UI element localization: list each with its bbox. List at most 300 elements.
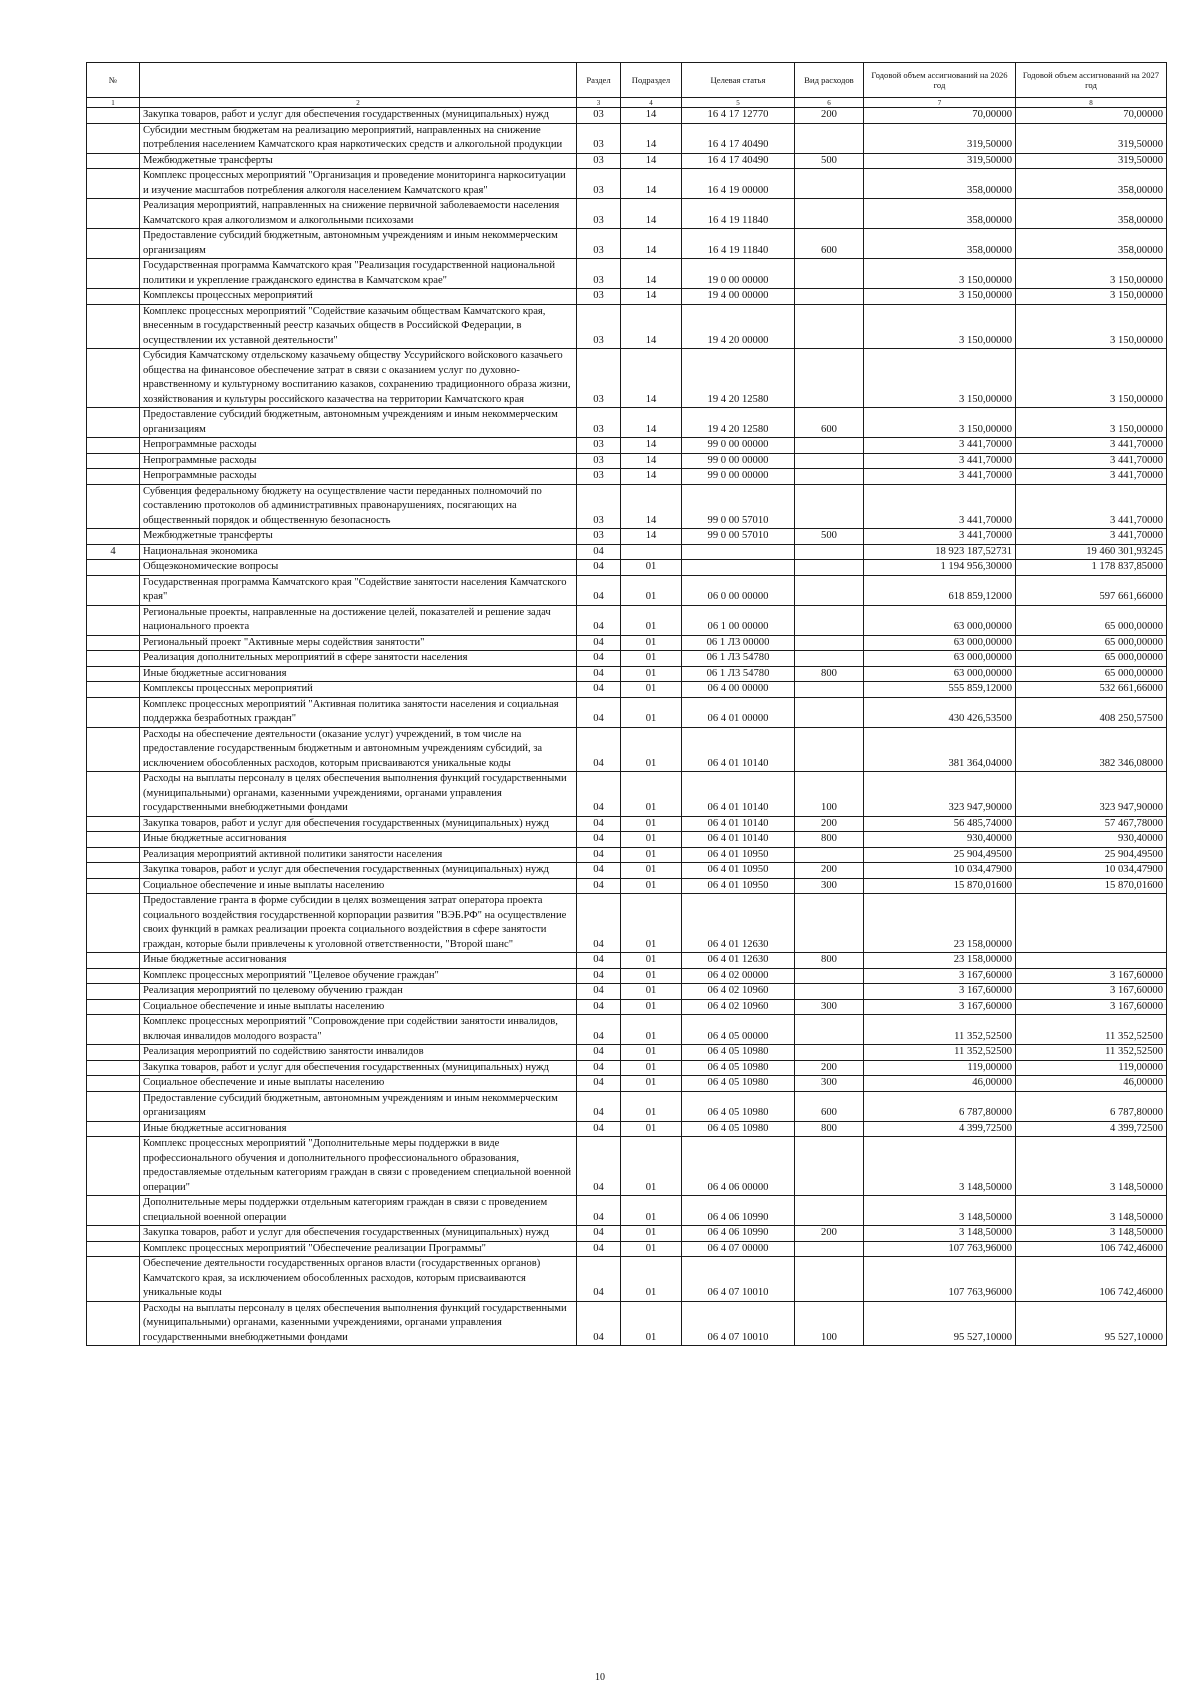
row-number bbox=[87, 847, 140, 863]
row-target-article: 99 0 00 00000 bbox=[682, 469, 795, 485]
row-target-article: 06 1 00 00000 bbox=[682, 605, 795, 635]
row-expense-type bbox=[795, 484, 864, 529]
table-row bbox=[87, 1045, 1167, 1061]
row-number bbox=[87, 1137, 140, 1196]
row-podrazdel bbox=[621, 544, 682, 560]
row-volume-2026: 1 194 956,30000 bbox=[864, 560, 1016, 576]
row-razdel: 04 bbox=[577, 878, 621, 894]
row-target-article: 06 4 06 00000 bbox=[682, 1137, 795, 1196]
row-number bbox=[87, 1091, 140, 1121]
row-volume-2027: 3 150,00000 bbox=[1016, 289, 1167, 305]
row-volume-2026: 3 441,70000 bbox=[864, 438, 1016, 454]
row-razdel: 04 bbox=[577, 1060, 621, 1076]
header-volume-2027: Годовой объем ассигнований на 2027 год bbox=[1016, 63, 1167, 98]
header-num: № bbox=[87, 63, 140, 98]
table-row bbox=[87, 484, 1167, 529]
row-name: Субсидии местным бюджетам на реализацию мероприятий, направленных на снижение потребления населением Камчатского края наркотических средств и алкогольной продукции bbox=[140, 123, 577, 153]
row-name: Расходы на выплаты персоналу в целях обеспечения выполнения функций государственными (муниципальными) органами, казенными учреждениями, органами управления государственными внебюджетными фондами bbox=[140, 772, 577, 817]
row-name: Комплекс процессных мероприятий "Содействие казачьим обществам Камчатского края, внесенным в государственный реестр казачьих обществ в Российской Федерации, в осуществлении их уставной деятельности" bbox=[140, 304, 577, 349]
table-row bbox=[87, 1060, 1167, 1076]
row-expense-type: 200 bbox=[795, 863, 864, 879]
header-index: 2 bbox=[140, 98, 577, 108]
table-row bbox=[87, 229, 1167, 259]
row-volume-2027: 46,00000 bbox=[1016, 1076, 1167, 1092]
row-number bbox=[87, 772, 140, 817]
row-name: Расходы на выплаты персоналу в целях обеспечения выполнения функций государственными (муниципальными) органами, казенными учреждениями, органами управления государственными внебюджетными фондами bbox=[140, 1301, 577, 1346]
budget-table bbox=[86, 62, 1167, 1346]
row-number: 4 bbox=[87, 544, 140, 560]
row-number bbox=[87, 108, 140, 124]
row-podrazdel: 14 bbox=[621, 304, 682, 349]
row-razdel: 04 bbox=[577, 1045, 621, 1061]
table-row bbox=[87, 199, 1167, 229]
row-razdel: 04 bbox=[577, 651, 621, 667]
row-razdel: 04 bbox=[577, 1137, 621, 1196]
row-number bbox=[87, 1257, 140, 1302]
row-volume-2026: 381 364,04000 bbox=[864, 727, 1016, 772]
table-row bbox=[87, 438, 1167, 454]
row-number bbox=[87, 153, 140, 169]
row-target-article: 06 4 05 10980 bbox=[682, 1045, 795, 1061]
row-volume-2027: 3 148,50000 bbox=[1016, 1196, 1167, 1226]
row-volume-2026: 3 150,00000 bbox=[864, 408, 1016, 438]
row-razdel: 03 bbox=[577, 169, 621, 199]
row-number bbox=[87, 666, 140, 682]
row-number bbox=[87, 968, 140, 984]
table-body bbox=[87, 108, 1167, 1346]
row-expense-type bbox=[795, 259, 864, 289]
row-number bbox=[87, 259, 140, 289]
row-volume-2027: 3 150,00000 bbox=[1016, 408, 1167, 438]
row-volume-2026: 46,00000 bbox=[864, 1076, 1016, 1092]
row-razdel: 04 bbox=[577, 1015, 621, 1045]
row-razdel: 04 bbox=[577, 984, 621, 1000]
row-volume-2027: 25 904,49500 bbox=[1016, 847, 1167, 863]
row-target-article: 19 0 00 00000 bbox=[682, 259, 795, 289]
row-name: Иные бюджетные ассигнования bbox=[140, 666, 577, 682]
row-target-article: 06 4 01 12630 bbox=[682, 953, 795, 969]
row-name: Общеэкономические вопросы bbox=[140, 560, 577, 576]
row-expense-type bbox=[795, 453, 864, 469]
row-target-article: 06 1 Л3 54780 bbox=[682, 666, 795, 682]
row-name: Комплекс процессных мероприятий "Организация и проведение мониторинга наркоситуации и изучение масштабов потребления алкоголя населением Камчатского края" bbox=[140, 169, 577, 199]
row-number bbox=[87, 832, 140, 848]
table-row bbox=[87, 894, 1167, 953]
row-volume-2026: 555 859,12000 bbox=[864, 682, 1016, 698]
row-expense-type bbox=[795, 1015, 864, 1045]
header-volume-2026: Годовой объем ассигнований на 2026 год bbox=[864, 63, 1016, 98]
row-number bbox=[87, 1226, 140, 1242]
row-razdel: 03 bbox=[577, 108, 621, 124]
row-expense-type bbox=[795, 560, 864, 576]
row-volume-2027: 382 346,08000 bbox=[1016, 727, 1167, 772]
row-target-article: 06 4 01 12630 bbox=[682, 894, 795, 953]
row-podrazdel: 14 bbox=[621, 529, 682, 545]
row-volume-2026: 6 787,80000 bbox=[864, 1091, 1016, 1121]
row-volume-2026: 11 352,52500 bbox=[864, 1045, 1016, 1061]
row-number bbox=[87, 229, 140, 259]
row-razdel: 04 bbox=[577, 560, 621, 576]
row-number bbox=[87, 1241, 140, 1257]
row-razdel: 03 bbox=[577, 453, 621, 469]
row-razdel: 04 bbox=[577, 575, 621, 605]
row-number bbox=[87, 727, 140, 772]
row-podrazdel: 14 bbox=[621, 453, 682, 469]
row-volume-2027: 15 870,01600 bbox=[1016, 878, 1167, 894]
row-volume-2026: 10 034,47900 bbox=[864, 863, 1016, 879]
table-row bbox=[87, 123, 1167, 153]
row-razdel: 04 bbox=[577, 816, 621, 832]
row-podrazdel: 01 bbox=[621, 984, 682, 1000]
table-row bbox=[87, 259, 1167, 289]
table-row bbox=[87, 984, 1167, 1000]
row-volume-2026: 3 148,50000 bbox=[864, 1196, 1016, 1226]
row-number bbox=[87, 1045, 140, 1061]
row-volume-2027: 930,40000 bbox=[1016, 832, 1167, 848]
table-row bbox=[87, 349, 1167, 408]
row-volume-2027: 3 150,00000 bbox=[1016, 259, 1167, 289]
row-podrazdel: 01 bbox=[621, 847, 682, 863]
row-razdel: 04 bbox=[577, 999, 621, 1015]
row-number bbox=[87, 1060, 140, 1076]
row-volume-2026: 107 763,96000 bbox=[864, 1257, 1016, 1302]
row-target-article: 19 4 20 00000 bbox=[682, 304, 795, 349]
row-name: Реализация мероприятий по содействию занятости инвалидов bbox=[140, 1045, 577, 1061]
table-row bbox=[87, 697, 1167, 727]
row-target-article: 06 4 01 00000 bbox=[682, 697, 795, 727]
row-name: Иные бюджетные ассигнования bbox=[140, 1121, 577, 1137]
row-podrazdel: 14 bbox=[621, 199, 682, 229]
header-index: 5 bbox=[682, 98, 795, 108]
header-expense-type: Вид расходов bbox=[795, 63, 864, 98]
row-number bbox=[87, 169, 140, 199]
table-row bbox=[87, 108, 1167, 124]
row-number bbox=[87, 438, 140, 454]
row-number bbox=[87, 1196, 140, 1226]
row-expense-type bbox=[795, 304, 864, 349]
row-expense-type: 100 bbox=[795, 772, 864, 817]
row-expense-type bbox=[795, 199, 864, 229]
row-razdel: 03 bbox=[577, 229, 621, 259]
row-podrazdel: 01 bbox=[621, 666, 682, 682]
row-number bbox=[87, 289, 140, 305]
table-row bbox=[87, 469, 1167, 485]
row-volume-2026: 4 399,72500 bbox=[864, 1121, 1016, 1137]
row-name: Иные бюджетные ассигнования bbox=[140, 832, 577, 848]
row-expense-type bbox=[795, 544, 864, 560]
row-expense-type: 800 bbox=[795, 953, 864, 969]
table-header bbox=[87, 63, 1167, 108]
table-row bbox=[87, 453, 1167, 469]
row-volume-2026: 3 148,50000 bbox=[864, 1137, 1016, 1196]
row-volume-2026: 3 167,60000 bbox=[864, 984, 1016, 1000]
row-target-article: 06 4 02 10960 bbox=[682, 999, 795, 1015]
row-name: Предоставление субсидий бюджетным, автономным учреждениям и иным некоммерческим организациям bbox=[140, 1091, 577, 1121]
row-expense-type bbox=[795, 123, 864, 153]
row-razdel: 03 bbox=[577, 153, 621, 169]
table-row bbox=[87, 847, 1167, 863]
row-razdel: 03 bbox=[577, 469, 621, 485]
row-number bbox=[87, 863, 140, 879]
row-target-article: 06 4 05 10980 bbox=[682, 1076, 795, 1092]
row-expense-type: 200 bbox=[795, 1060, 864, 1076]
row-podrazdel: 01 bbox=[621, 697, 682, 727]
row-expense-type: 100 bbox=[795, 1301, 864, 1346]
row-podrazdel: 14 bbox=[621, 408, 682, 438]
row-target-article: 06 4 02 00000 bbox=[682, 968, 795, 984]
row-volume-2027: 65 000,00000 bbox=[1016, 666, 1167, 682]
row-volume-2026: 3 441,70000 bbox=[864, 484, 1016, 529]
row-expense-type bbox=[795, 469, 864, 485]
row-target-article: 06 4 05 10980 bbox=[682, 1060, 795, 1076]
row-podrazdel: 14 bbox=[621, 169, 682, 199]
row-volume-2027: 3 441,70000 bbox=[1016, 484, 1167, 529]
row-target-article: 06 4 01 10950 bbox=[682, 863, 795, 879]
row-target-article bbox=[682, 560, 795, 576]
row-expense-type bbox=[795, 349, 864, 408]
row-target-article: 06 1 Л3 54780 bbox=[682, 651, 795, 667]
row-target-article: 19 4 20 12580 bbox=[682, 408, 795, 438]
table-row bbox=[87, 832, 1167, 848]
row-number bbox=[87, 697, 140, 727]
row-volume-2026: 95 527,10000 bbox=[864, 1301, 1016, 1346]
row-target-article: 06 4 06 10990 bbox=[682, 1226, 795, 1242]
row-volume-2027: 3 441,70000 bbox=[1016, 529, 1167, 545]
row-name: Социальное обеспечение и иные выплаты населению bbox=[140, 1076, 577, 1092]
table-row bbox=[87, 1015, 1167, 1045]
row-volume-2027: 3 150,00000 bbox=[1016, 304, 1167, 349]
table-row bbox=[87, 666, 1167, 682]
row-expense-type: 200 bbox=[795, 108, 864, 124]
row-name: Закупка товаров, работ и услуг для обеспечения государственных (муниципальных) нужд bbox=[140, 863, 577, 879]
row-name: Государственная программа Камчатского края "Содействие занятости населения Камчатского края" bbox=[140, 575, 577, 605]
row-number bbox=[87, 953, 140, 969]
page-number: 10 bbox=[595, 1672, 605, 1683]
row-volume-2026: 358,00000 bbox=[864, 199, 1016, 229]
row-razdel: 03 bbox=[577, 438, 621, 454]
row-name: Субвенция федеральному бюджету на осуществление части переданных полномочий по составлению протоколов об административных правонарушениях, посягающих на общественный порядок и общественную безопасность bbox=[140, 484, 577, 529]
row-number bbox=[87, 1301, 140, 1346]
row-expense-type bbox=[795, 1045, 864, 1061]
row-podrazdel: 01 bbox=[621, 1301, 682, 1346]
row-name: Расходы на обеспечение деятельности (оказание услуг) учреждений, в том числе на предоставление государственным бюджетным и автономным учреждениям субсидий, за исключением обособленных расходов, которым присваиваются уникальные коды bbox=[140, 727, 577, 772]
row-volume-2026: 3 441,70000 bbox=[864, 529, 1016, 545]
row-target-article: 99 0 00 57010 bbox=[682, 484, 795, 529]
row-name: Непрограммные расходы bbox=[140, 469, 577, 485]
row-expense-type: 500 bbox=[795, 529, 864, 545]
table-row bbox=[87, 304, 1167, 349]
row-volume-2027: 119,00000 bbox=[1016, 1060, 1167, 1076]
row-target-article: 06 4 01 10950 bbox=[682, 847, 795, 863]
row-volume-2026: 70,00000 bbox=[864, 108, 1016, 124]
row-podrazdel: 01 bbox=[621, 727, 682, 772]
header-target-article: Целевая статья bbox=[682, 63, 795, 98]
row-expense-type bbox=[795, 894, 864, 953]
row-razdel: 04 bbox=[577, 1301, 621, 1346]
row-expense-type: 600 bbox=[795, 408, 864, 438]
row-podrazdel: 01 bbox=[621, 863, 682, 879]
row-target-article: 06 4 00 00000 bbox=[682, 682, 795, 698]
row-name: Региональные проекты, направленные на достижение целей, показателей и решение задач национального проекта bbox=[140, 605, 577, 635]
row-volume-2026: 930,40000 bbox=[864, 832, 1016, 848]
row-target-article: 99 0 00 00000 bbox=[682, 453, 795, 469]
row-volume-2027: 11 352,52500 bbox=[1016, 1045, 1167, 1061]
row-number bbox=[87, 408, 140, 438]
row-volume-2027: 3 167,60000 bbox=[1016, 968, 1167, 984]
row-number bbox=[87, 199, 140, 229]
row-target-article: 99 0 00 57010 bbox=[682, 529, 795, 545]
row-expense-type bbox=[795, 289, 864, 305]
row-volume-2027: 65 000,00000 bbox=[1016, 635, 1167, 651]
row-number bbox=[87, 651, 140, 667]
row-name: Социальное обеспечение и иные выплаты населению bbox=[140, 999, 577, 1015]
table-row bbox=[87, 1301, 1167, 1346]
row-razdel: 03 bbox=[577, 349, 621, 408]
row-volume-2027: 3 167,60000 bbox=[1016, 984, 1167, 1000]
row-name: Субсидия Камчатскому отдельскому казачьему обществу Уссурийского войскового казачьего общества на финансовое обеспечение затрат в связи с оказанием услуг по духовно-нравственному и культурному воспитанию казаков, сохранению традиционного образа жизни, хозяйствования и культуры российского казачества на территории Камчатского края bbox=[140, 349, 577, 408]
row-podrazdel: 14 bbox=[621, 259, 682, 289]
row-name: Комплекс процессных мероприятий "Целевое обучение граждан" bbox=[140, 968, 577, 984]
row-podrazdel: 14 bbox=[621, 289, 682, 305]
row-volume-2026: 430 426,53500 bbox=[864, 697, 1016, 727]
row-razdel: 04 bbox=[577, 666, 621, 682]
row-volume-2026: 107 763,96000 bbox=[864, 1241, 1016, 1257]
row-target-article: 06 4 01 10140 bbox=[682, 832, 795, 848]
row-number bbox=[87, 894, 140, 953]
row-podrazdel: 01 bbox=[621, 816, 682, 832]
row-volume-2027: 3 148,50000 bbox=[1016, 1137, 1167, 1196]
row-target-article: 06 4 02 10960 bbox=[682, 984, 795, 1000]
row-podrazdel: 01 bbox=[621, 1257, 682, 1302]
row-name: Реализация мероприятий по целевому обучению граждан bbox=[140, 984, 577, 1000]
row-volume-2027: 3 148,50000 bbox=[1016, 1226, 1167, 1242]
row-number bbox=[87, 484, 140, 529]
table-row bbox=[87, 968, 1167, 984]
row-name: Межбюджетные трансферты bbox=[140, 529, 577, 545]
row-name: Комплекс процессных мероприятий "Обеспечение реализации Программы" bbox=[140, 1241, 577, 1257]
table-row bbox=[87, 169, 1167, 199]
row-volume-2027: 408 250,57500 bbox=[1016, 697, 1167, 727]
row-volume-2027: 4 399,72500 bbox=[1016, 1121, 1167, 1137]
row-volume-2026: 3 148,50000 bbox=[864, 1226, 1016, 1242]
row-volume-2027: 95 527,10000 bbox=[1016, 1301, 1167, 1346]
row-name: Закупка товаров, работ и услуг для обеспечения государственных (муниципальных) нужд bbox=[140, 1060, 577, 1076]
row-target-article: 06 4 01 10950 bbox=[682, 878, 795, 894]
row-podrazdel: 01 bbox=[621, 682, 682, 698]
row-name: Национальная экономика bbox=[140, 544, 577, 560]
row-expense-type bbox=[795, 727, 864, 772]
table-row bbox=[87, 529, 1167, 545]
table-row bbox=[87, 816, 1167, 832]
row-name: Реализация мероприятий активной политики занятости населения bbox=[140, 847, 577, 863]
row-volume-2027: 3 167,60000 bbox=[1016, 999, 1167, 1015]
row-name: Комплексы процессных мероприятий bbox=[140, 289, 577, 305]
row-volume-2026: 358,00000 bbox=[864, 169, 1016, 199]
row-razdel: 04 bbox=[577, 894, 621, 953]
row-expense-type bbox=[795, 847, 864, 863]
row-volume-2026: 63 000,00000 bbox=[864, 666, 1016, 682]
row-name: Закупка товаров, работ и услуг для обеспечения государственных (муниципальных) нужд bbox=[140, 816, 577, 832]
row-podrazdel: 14 bbox=[621, 229, 682, 259]
row-podrazdel: 14 bbox=[621, 108, 682, 124]
row-expense-type: 800 bbox=[795, 832, 864, 848]
row-target-article: 06 4 05 00000 bbox=[682, 1015, 795, 1045]
table-row bbox=[87, 544, 1167, 560]
row-target-article: 06 4 01 10140 bbox=[682, 816, 795, 832]
row-expense-type: 200 bbox=[795, 1226, 864, 1242]
row-name: Закупка товаров, работ и услуг для обеспечения государственных (муниципальных) нужд bbox=[140, 108, 577, 124]
table-row bbox=[87, 605, 1167, 635]
row-number bbox=[87, 878, 140, 894]
table-row bbox=[87, 1241, 1167, 1257]
row-volume-2026: 3 150,00000 bbox=[864, 304, 1016, 349]
row-name: Иные бюджетные ассигнования bbox=[140, 953, 577, 969]
row-target-article bbox=[682, 544, 795, 560]
row-volume-2027: 319,50000 bbox=[1016, 153, 1167, 169]
row-volume-2026: 11 352,52500 bbox=[864, 1015, 1016, 1045]
header-index: 6 bbox=[795, 98, 864, 108]
row-podrazdel: 01 bbox=[621, 832, 682, 848]
row-target-article: 16 4 19 11840 bbox=[682, 199, 795, 229]
row-razdel: 03 bbox=[577, 529, 621, 545]
row-volume-2026: 358,00000 bbox=[864, 229, 1016, 259]
row-expense-type: 200 bbox=[795, 816, 864, 832]
row-name: Региональный проект "Активные меры содействия занятости" bbox=[140, 635, 577, 651]
row-volume-2026: 23 158,00000 bbox=[864, 894, 1016, 953]
row-podrazdel: 01 bbox=[621, 894, 682, 953]
row-target-article: 16 4 19 11840 bbox=[682, 229, 795, 259]
row-razdel: 03 bbox=[577, 408, 621, 438]
row-volume-2026: 618 859,12000 bbox=[864, 575, 1016, 605]
row-expense-type bbox=[795, 438, 864, 454]
table-row bbox=[87, 1257, 1167, 1302]
row-volume-2027: 358,00000 bbox=[1016, 169, 1167, 199]
row-volume-2026: 3 150,00000 bbox=[864, 349, 1016, 408]
row-volume-2026: 319,50000 bbox=[864, 123, 1016, 153]
row-volume-2027: 57 467,78000 bbox=[1016, 816, 1167, 832]
row-name: Комплекс процессных мероприятий "Сопровождение при содействии занятости инвалидов, включая инвалидов молодого возраста" bbox=[140, 1015, 577, 1045]
row-volume-2027 bbox=[1016, 953, 1167, 969]
table-row bbox=[87, 878, 1167, 894]
row-target-article: 06 4 05 10980 bbox=[682, 1091, 795, 1121]
row-razdel: 04 bbox=[577, 697, 621, 727]
row-number bbox=[87, 1015, 140, 1045]
row-expense-type bbox=[795, 984, 864, 1000]
row-expense-type bbox=[795, 682, 864, 698]
table-row bbox=[87, 289, 1167, 305]
row-number bbox=[87, 605, 140, 635]
row-expense-type bbox=[795, 1196, 864, 1226]
row-razdel: 03 bbox=[577, 304, 621, 349]
row-razdel: 04 bbox=[577, 847, 621, 863]
row-volume-2027: 10 034,47900 bbox=[1016, 863, 1167, 879]
row-volume-2027: 323 947,90000 bbox=[1016, 772, 1167, 817]
row-volume-2026: 23 158,00000 bbox=[864, 953, 1016, 969]
row-razdel: 04 bbox=[577, 727, 621, 772]
row-number bbox=[87, 816, 140, 832]
row-podrazdel: 01 bbox=[621, 651, 682, 667]
header-index: 1 bbox=[87, 98, 140, 108]
row-expense-type: 300 bbox=[795, 878, 864, 894]
row-podrazdel: 14 bbox=[621, 123, 682, 153]
table-row bbox=[87, 560, 1167, 576]
row-volume-2026: 3 441,70000 bbox=[864, 469, 1016, 485]
row-razdel: 04 bbox=[577, 1076, 621, 1092]
row-razdel: 04 bbox=[577, 1196, 621, 1226]
header-index: 8 bbox=[1016, 98, 1167, 108]
row-name: Социальное обеспечение и иные выплаты населению bbox=[140, 878, 577, 894]
row-target-article: 16 4 17 12770 bbox=[682, 108, 795, 124]
